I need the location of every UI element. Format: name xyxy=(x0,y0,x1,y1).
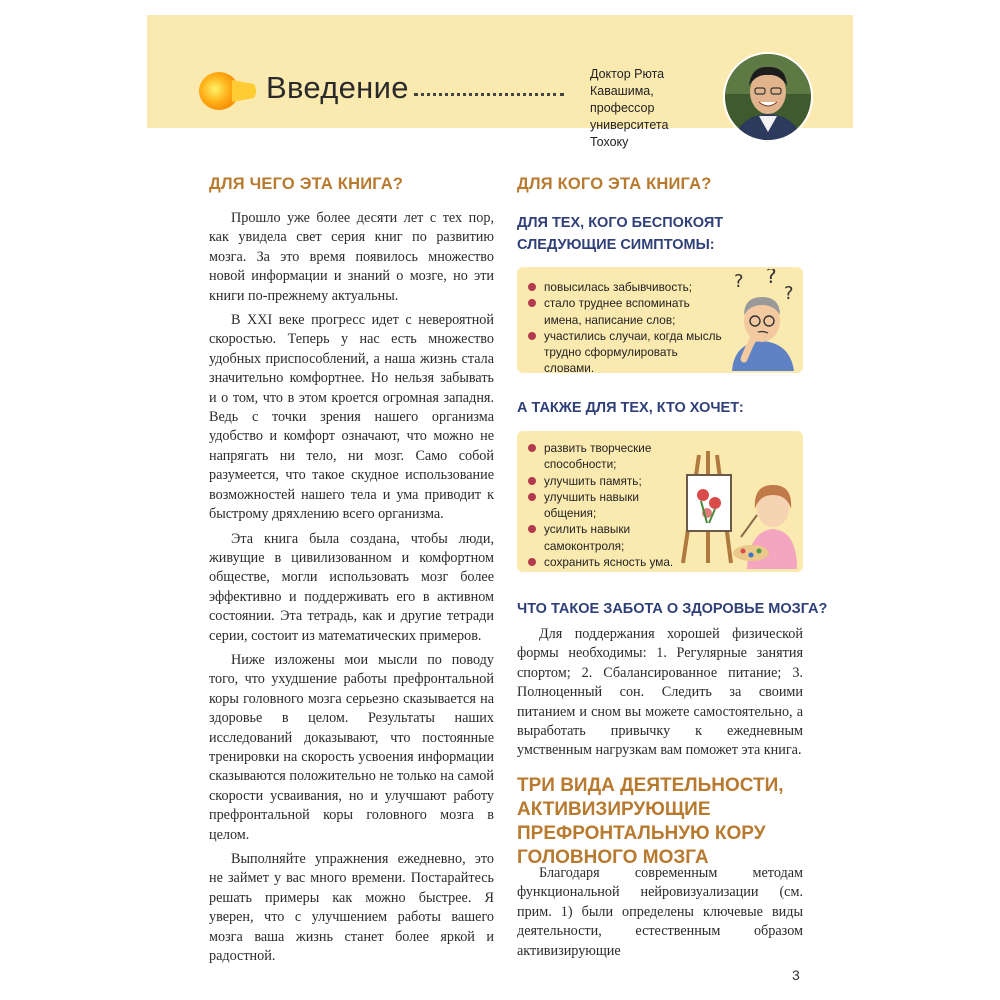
list-item: стало труднее вспоминать имена, написание слов; xyxy=(527,295,727,328)
author-line: Тохоку xyxy=(590,135,629,149)
paragraph: Благодаря современным методам функциональной нейровизуализации (см. прим. 1) были определены ключевые виды деятельности, естественным образом активизирующие xyxy=(517,865,803,959)
page-number: 3 xyxy=(792,967,800,983)
confused-man-illustration xyxy=(722,269,802,371)
author-photo xyxy=(725,54,811,140)
symptoms-list xyxy=(527,279,727,377)
question-mark-icon: ? xyxy=(766,269,777,288)
paragraph: Прошло уже более десяти лет с тех пор, как увидела свет серия книг по развитию мозга. За это время появилось множество новой информации и знаний о мозге, но эти книги по-прежнему актуальны. xyxy=(209,210,494,304)
wishes-subheading: А ТАКЖЕ ДЛЯ ТЕХ, КТО ХОЧЕТ: xyxy=(517,400,744,416)
author-caption xyxy=(590,66,725,151)
paragraph: Ниже изложены мои мысли по поводу того, что ухудшение работы префронтальной коры головного мозга серьезно сказывается на здоровье в целом. Результаты наших исследований доказывают, что постоянные тренировки на скорость усвоения информации сказываются положительно не только на самой скорости усваивания, но и улучшают работу префронтальной коры головного мозга в целом. xyxy=(209,651,494,843)
list-item: повысилась забывчивость; xyxy=(527,279,727,295)
list-item: улучшить навыки общения; xyxy=(527,489,677,522)
list-item: улучшить память; xyxy=(527,473,677,489)
question-mark-icon: ? xyxy=(734,271,744,292)
page-title: Введение xyxy=(266,70,409,105)
list-item: усилить навыки самоконтроля; xyxy=(527,521,677,554)
lightbulb-icon xyxy=(198,70,260,112)
author-line: профессор университета xyxy=(590,101,669,132)
heading-line: ТРИ ВИДА ДЕЯТЕЛЬНОСТИ, xyxy=(517,775,784,796)
activities-heading xyxy=(517,774,784,870)
symptoms-box xyxy=(517,267,803,376)
wishes-box xyxy=(517,431,803,572)
list-item: развить творческие способности; xyxy=(527,440,677,473)
heading-line: ГОЛОВНОГО МОЗГА xyxy=(517,847,709,868)
heading-line: АКТИВИЗИРУЮЩИЕ xyxy=(517,799,711,820)
painting-woman-illustration xyxy=(677,445,799,569)
left-heading: ДЛЯ ЧЕГО ЭТА КНИГА? xyxy=(209,175,404,193)
list-item: участились случаи, когда мысль трудно сформулировать словами. xyxy=(527,328,727,377)
paragraph: Для поддержания хорошей физической формы необходимы: 1. Регулярные занятия спортом; 2. Сбалансированное питание; 3. Полноценный сон. Следить за своими питанием и сном вы можете самостоятельно, а выработать привычку к ежедневным умственным нагрузкам вам поможет эта книга. xyxy=(517,626,803,759)
activities-text xyxy=(517,864,803,966)
brain-care-subheading: ЧТО ТАКОЕ ЗАБОТА О ЗДОРОВЬЕ МОЗГА? xyxy=(517,601,828,617)
author-line: Доктор Рюта Кавашима, xyxy=(590,67,665,98)
dotted-leader xyxy=(414,93,564,96)
question-mark-icon: ? xyxy=(784,283,794,304)
list-item: сохранить ясность ума. xyxy=(527,554,677,570)
paragraph: Выполняйте упражнения ежедневно, это не займет у вас много времени. Постарайтесь решать примеры как можно быстрее. Я уверен, что с улучшением работы вашего мозга ваша жизнь станет более яркой и радостной. xyxy=(209,851,494,965)
left-column xyxy=(209,209,494,971)
wishes-list xyxy=(527,440,677,570)
symptoms-subheading: ДЛЯ ТЕХ, КОГО БЕСПОКОЯТ СЛЕДУЮЩИЕ СИМПТОМЫ: xyxy=(517,215,724,253)
brain-care-text xyxy=(517,625,803,766)
heading-line: ПРЕФРОНТАЛЬНУЮ КОРУ xyxy=(517,823,766,844)
paragraph: Эта книга была создана, чтобы люди, живущие в цивилизованном и комфортном обществе, могли использовать мозг более эффективно и поддерживать его в активном состоянии. Эта тетрадь, как и другие тетради серии, состоит из математических примеров. xyxy=(209,530,494,644)
right-heading: ДЛЯ КОГО ЭТА КНИГА? xyxy=(517,175,712,193)
paragraph: В XXI веке прогресс идет с невероятной скоростью. Теперь у нас есть множество удобных приспособлений, а наша жизнь стала значительно комфортнее. Но нельзя забывать и о том, что в этом кроется огромная западня. Ведь с точки зрения нашего организма удобство и комфорт означают, что можно не напрягать ни тело, ни мозг. Само собой разумеется, что такое скудное использование возможностей нашего тела и ума приводит к быстрому дряхлению всего организма. xyxy=(209,312,494,523)
